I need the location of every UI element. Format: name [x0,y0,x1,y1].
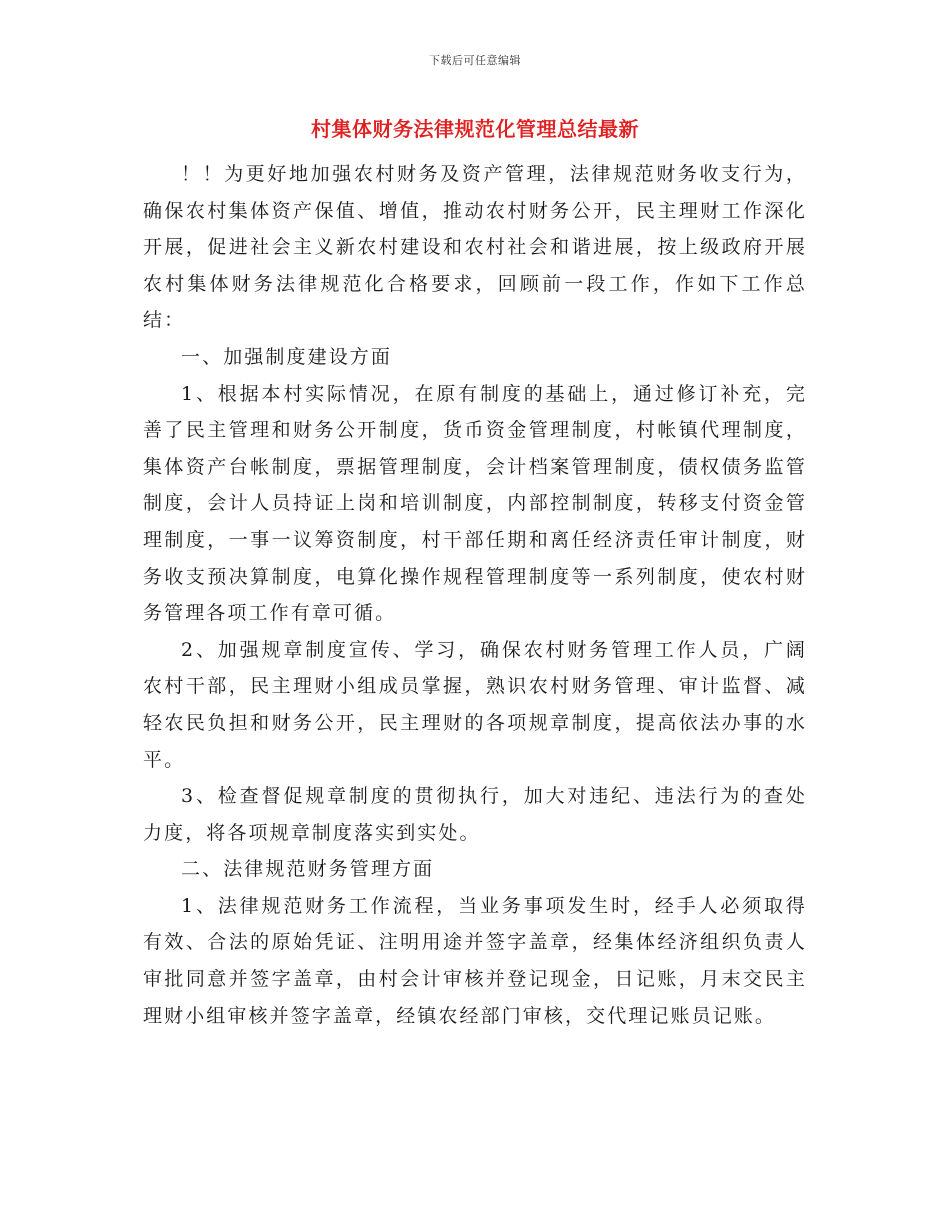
section-heading-1: 一、加强制度建设方面 [181,345,393,368]
paragraph-1-1: 1、根据本村实际情况，在原有制度的基础上，通过修订补充，完善了民主管理和财务公开制度，货币资金管理制度，村帐镇代理制度，集体资产台帐制度，票据管理制度，会计档案管理制度，债权债务监管制度，会计人员持证上岗和培训制度，内部控制制度，转移支付资金管理制度，一事一议筹资制度，村干部任期和离任经济责任审计制度，财务收支预决算制度，电算化操作规程管理制度等一系列制度，使农村财务管理各项工作有章可循。 [143,382,807,625]
intro-paragraph: ！！为更好地加强农村财务及资产管理，法律规范财务收支行为，确保农村集体资产保值、增值，推动农村财务公开，民主理财工作深化开展，促进社会主义新农村建设和农村社会和谐进展，按上级政府开展农村集体财务法律规范化合格要求，回顾前一段工作，作如下工作总结： [143,163,807,332]
section-heading-2: 二、法律规范财务管理方面 [181,858,435,881]
document-body [143,156,807,1034]
document-title: 村集体财务法律规范化管理总结最新 [311,117,639,141]
paragraph-1-3: 3、检查督促规章制度的贯彻执行，加大对违纪、违法行为的查处力度，将各项规章制度落实到实处。 [143,785,807,844]
paragraph-1-2: 2、加强规章制度宣传、学习，确保农村财务管理工作人员，广阔农村干部，民主理财小组成员掌握，熟识农村财务管理、审计监督、减轻农民负担和财务公开，民主理财的各项规章制度，提高依法办事的水平。 [143,638,807,771]
header-note: 下载后可任意编辑 [429,54,521,67]
paragraph-2-1: 1、法律规范财务工作流程，当业务事项发生时，经手人必须取得有效、合法的原始凭证、注明用途并签字盖章，经集体经济组织负责人审批同意并签字盖章，由村会计审核并登记现金，日记账，月末交民主理财小组审核并签字盖章，经镇农经部门审核，交代理记账员记账。 [143,894,807,1027]
